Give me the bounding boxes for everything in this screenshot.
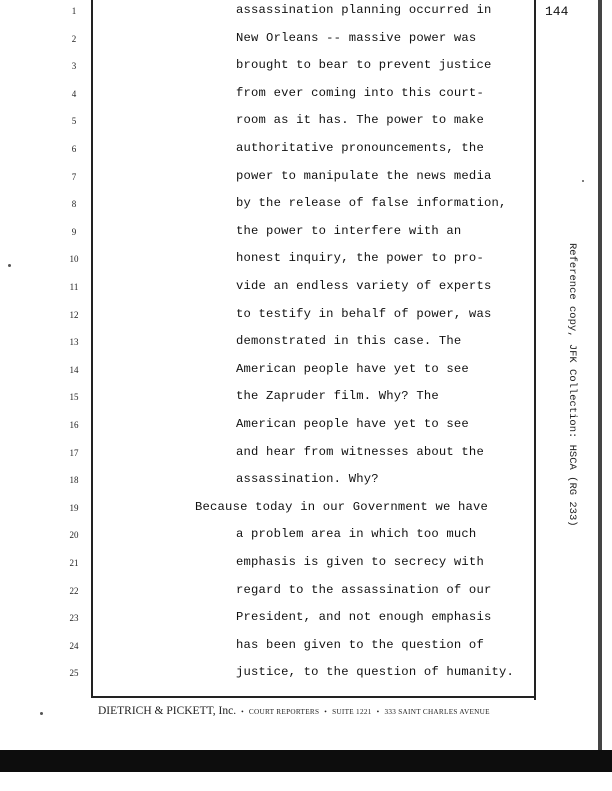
transcript-line: power to manipulate the news media — [236, 168, 492, 183]
line-number: 19 — [69, 502, 79, 513]
footer — [98, 705, 490, 717]
scan-speck — [582, 180, 584, 182]
right-margin-rule — [534, 0, 536, 700]
transcript-line: has been given to the question of — [236, 637, 484, 652]
line-number: 8 — [71, 199, 77, 210]
transcript-line: room as it has. The power to make — [236, 113, 484, 128]
line-number: 12 — [69, 309, 79, 320]
transcript-line: Because today in our Government we have — [195, 499, 489, 514]
line-number: 1 — [71, 6, 77, 16]
line-number: 3 — [71, 61, 77, 72]
footer-address: 333 SAINT CHARLES AVENUE — [384, 708, 490, 716]
transcript-line: American people have yet to see — [236, 417, 469, 431]
line-number: 21 — [69, 558, 79, 568]
transcript-line: the Zapruder film. Why? The — [236, 389, 439, 404]
footer-sep-1: • — [241, 708, 244, 716]
bottom-rule — [91, 696, 536, 698]
transcript-line: New Orleans -- massive power was — [236, 30, 477, 45]
transcript-line: vide an endless variety of experts — [236, 279, 492, 293]
line-number: 5 — [71, 116, 77, 127]
transcript-line: by the release of false information, — [236, 196, 507, 211]
line-number: 2 — [71, 33, 77, 44]
line-number: 9 — [71, 226, 77, 237]
line-number: 7 — [71, 171, 77, 182]
transcript-line: the power to interfere with an — [236, 223, 462, 238]
left-margin-rule — [91, 0, 93, 698]
archive-stamp: Reference copy, JFK Collection: HSCA (RG 233) — [566, 243, 578, 527]
transcript-line: to testify in behalf of power, was — [236, 306, 492, 321]
transcript-line: American people have yet to see — [236, 361, 469, 376]
transcript-line: President, and not enough emphasis — [236, 610, 492, 625]
line-number: 13 — [69, 337, 79, 348]
scan-speck — [8, 264, 11, 267]
footer-firm: DIETRICH & PICKETT, Inc. — [98, 705, 237, 717]
line-number: 22 — [69, 585, 79, 596]
scan-speck — [40, 712, 43, 715]
line-number: 24 — [69, 640, 79, 651]
transcript-line: assassination. Why? — [236, 472, 379, 487]
footer-sep-2: • — [324, 708, 328, 716]
line-number: 23 — [69, 613, 79, 624]
line-number: 10 — [69, 254, 79, 265]
transcript-line: regard to the assassination of our — [236, 582, 492, 597]
transcript-line: justice, to the question of humanity. — [236, 665, 515, 680]
line-number: 4 — [71, 88, 77, 99]
line-number: 25 — [69, 668, 79, 679]
transcript-line: honest inquiry, the power to pro- — [236, 251, 484, 266]
line-number: 16 — [69, 420, 79, 430]
transcript-line: assassination planning occurred in — [236, 3, 492, 17]
transcript-line: demonstrated in this case. The — [236, 334, 462, 349]
line-number: 15 — [69, 392, 79, 403]
line-number: 20 — [69, 530, 79, 541]
transcript-line: emphasis is given to secrecy with — [236, 555, 484, 569]
page-number: 144 — [545, 4, 569, 19]
transcript-line: a problem area in which too much — [236, 527, 477, 542]
line-number: 14 — [69, 364, 79, 375]
transcript-line: authoritative pronouncements, the — [236, 141, 484, 155]
transcript-line: and hear from witnesses about the — [236, 444, 484, 459]
line-number: 18 — [69, 475, 79, 486]
scan-edge — [598, 0, 602, 760]
transcript-line: brought to bear to prevent justice — [236, 58, 492, 73]
footer-role: COURT REPORTERS — [248, 708, 320, 716]
line-number: 17 — [69, 447, 79, 458]
footer-suite: SUITE 1221 — [332, 708, 372, 716]
scan-bottom-bar — [0, 750, 612, 772]
transcript-line: from ever coming into this court- — [236, 85, 484, 100]
footer-sep-3: • — [376, 708, 380, 716]
line-number: 6 — [71, 144, 77, 154]
line-number: 11 — [69, 282, 79, 292]
